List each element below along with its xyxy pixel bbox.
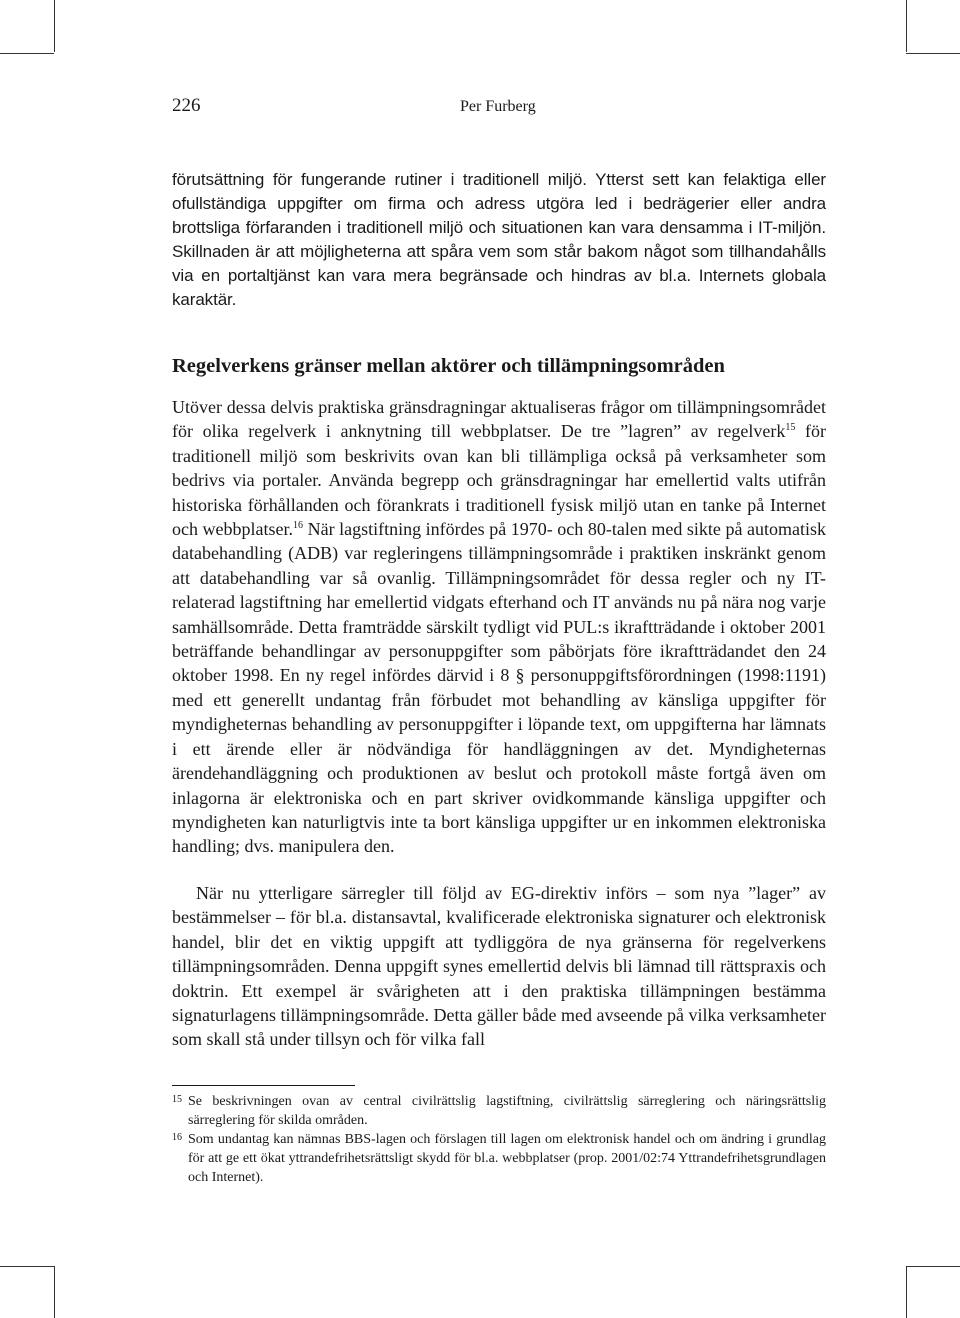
paragraph-main (172, 395, 826, 859)
paragraph-text: När lagstiftning infördes på 1970- och 80-talen med sikte på automatisk databehandling (ADB) var regleringens tillämpningsområde i praktiken inskränkt genom att databehandling var så ovanlig. Tillämpningsområdet för dessa regler och ny IT-relaterad lagstiftning har emellertid vidgats efterhand och IT används nu på nära nog varje samhällsområde. Detta framträdde särskilt tydligt vid PUL:s ikraftträdande i oktober 2001 beträffande behandlingar av personuppgifter som påbörjats före ikraftträdandet den 24 oktober 1998. En ny regel infördes därvid i 8 § personuppgiftsförordningen (1998:1191) med ett generellt undantag från förbudet mot behandling av känsliga uppgifter för myndigheternas behandling av personuppgifter i löpande text, om uppgifterna har lämnats i ett ärende eller är nödvändiga för handläggningen av det. Myndigheternas ärendehandläggning och produktionen av beslut och protokoll måste fortgå även om inlagorna är elektroniska och en part skriver ovidkommande känsliga uppgifter och myndigheten kan naturligtvis inte ta bort känsliga uppgifter ur en inkommen elektroniska handling; dvs. manipulera den. (172, 519, 827, 857)
paragraph-text: Utöver dessa delvis praktiska gränsdragningar aktualiseras frågor om tillämpningsområdet för olika regelverk i anknytning till webbplatser. De tre ”lagren” av regelverk (172, 397, 826, 442)
crop-mark (0, 1266, 54, 1267)
page-number: 226 (172, 95, 201, 116)
crop-mark (0, 53, 54, 54)
footnote (172, 1130, 826, 1187)
footnote-text: Se beskrivningen ovan av central civilrättslig lagstiftning, civilrättslig särreglering och näringsrättslig särreglering för skilda områden. (188, 1094, 826, 1128)
footnote-reference[interactable]: 15 (785, 422, 796, 434)
footnote-text: Som undantag kan nämnas BBS-lagen och förslagen till lagen om elektronisk handel och om ändring i grundlag för att ge ett ökat yttrandefrihetsrättsligt skydd för bl.a. webbplatser (prop. 2001/02:74 Yttrandefrihetsgrundlagen och Internet). (188, 1132, 826, 1185)
crop-mark (54, 0, 55, 52)
footnote-number: 16 (172, 1132, 182, 1143)
footnote-reference[interactable]: 16 (293, 520, 304, 532)
footnote (172, 1092, 826, 1130)
footnote-number: 15 (172, 1094, 182, 1105)
crop-mark (906, 53, 960, 54)
crop-mark (54, 1266, 55, 1318)
crop-mark (906, 1266, 907, 1318)
paragraph-continued: När nu ytterligare särregler till följd av EG-direktiv införs – som nya ”lager” av bestämmelser – för bl.a. distansavtal, kvalificerade elektroniska signaturer och elektronisk handel, blir det en viktig uppgift att tydliggöra de nya gränserna för regelverkens tillämpningsområden. Denna uppgift synes emellertid delvis bli lämnad till rättspraxis och doktrin. Ett exempel är svårigheten att i den praktiska tillämpningen bestämma signaturlagens tillämpningsområde. Detta gäller både med avseende på vilka verksamheter som skall stå under tillsyn och för vilka fall (172, 883, 826, 1050)
crop-mark (906, 1266, 960, 1267)
running-head-author: Per Furberg (460, 98, 536, 115)
section-heading: Regelverkens gränser mellan aktörer och tillämpningsområden (172, 355, 725, 377)
paragraph-text: för traditionell miljö som beskrivits ovan kan bli tillämpliga också på verksamheter som bedrivs via portaler. Använda begrepp och gränsdragningar har emellertid valts utifrån historiska förhållanden och förankrats i traditionell fysisk miljö utan en tanke på Internet och webbplatser. (172, 421, 826, 540)
footnote-divider (172, 1085, 355, 1086)
crop-mark (906, 0, 907, 52)
paragraph-intro: förutsättning för fungerande rutiner i traditionell miljö. Ytterst sett kan felaktiga eller ofullständiga uppgifter om firma och adress utgöra led i bedrägerier eller andra brottsliga förfaranden i traditionell miljö och situationen kan vara densamma i IT-miljön. Skillnaden är att möjligheterna att spåra vem som står bakom något som tillhandahålls via en portaltjänst kan vara mera begränsade och hindras av bl.a. Internets globala karaktär. (172, 170, 826, 310)
